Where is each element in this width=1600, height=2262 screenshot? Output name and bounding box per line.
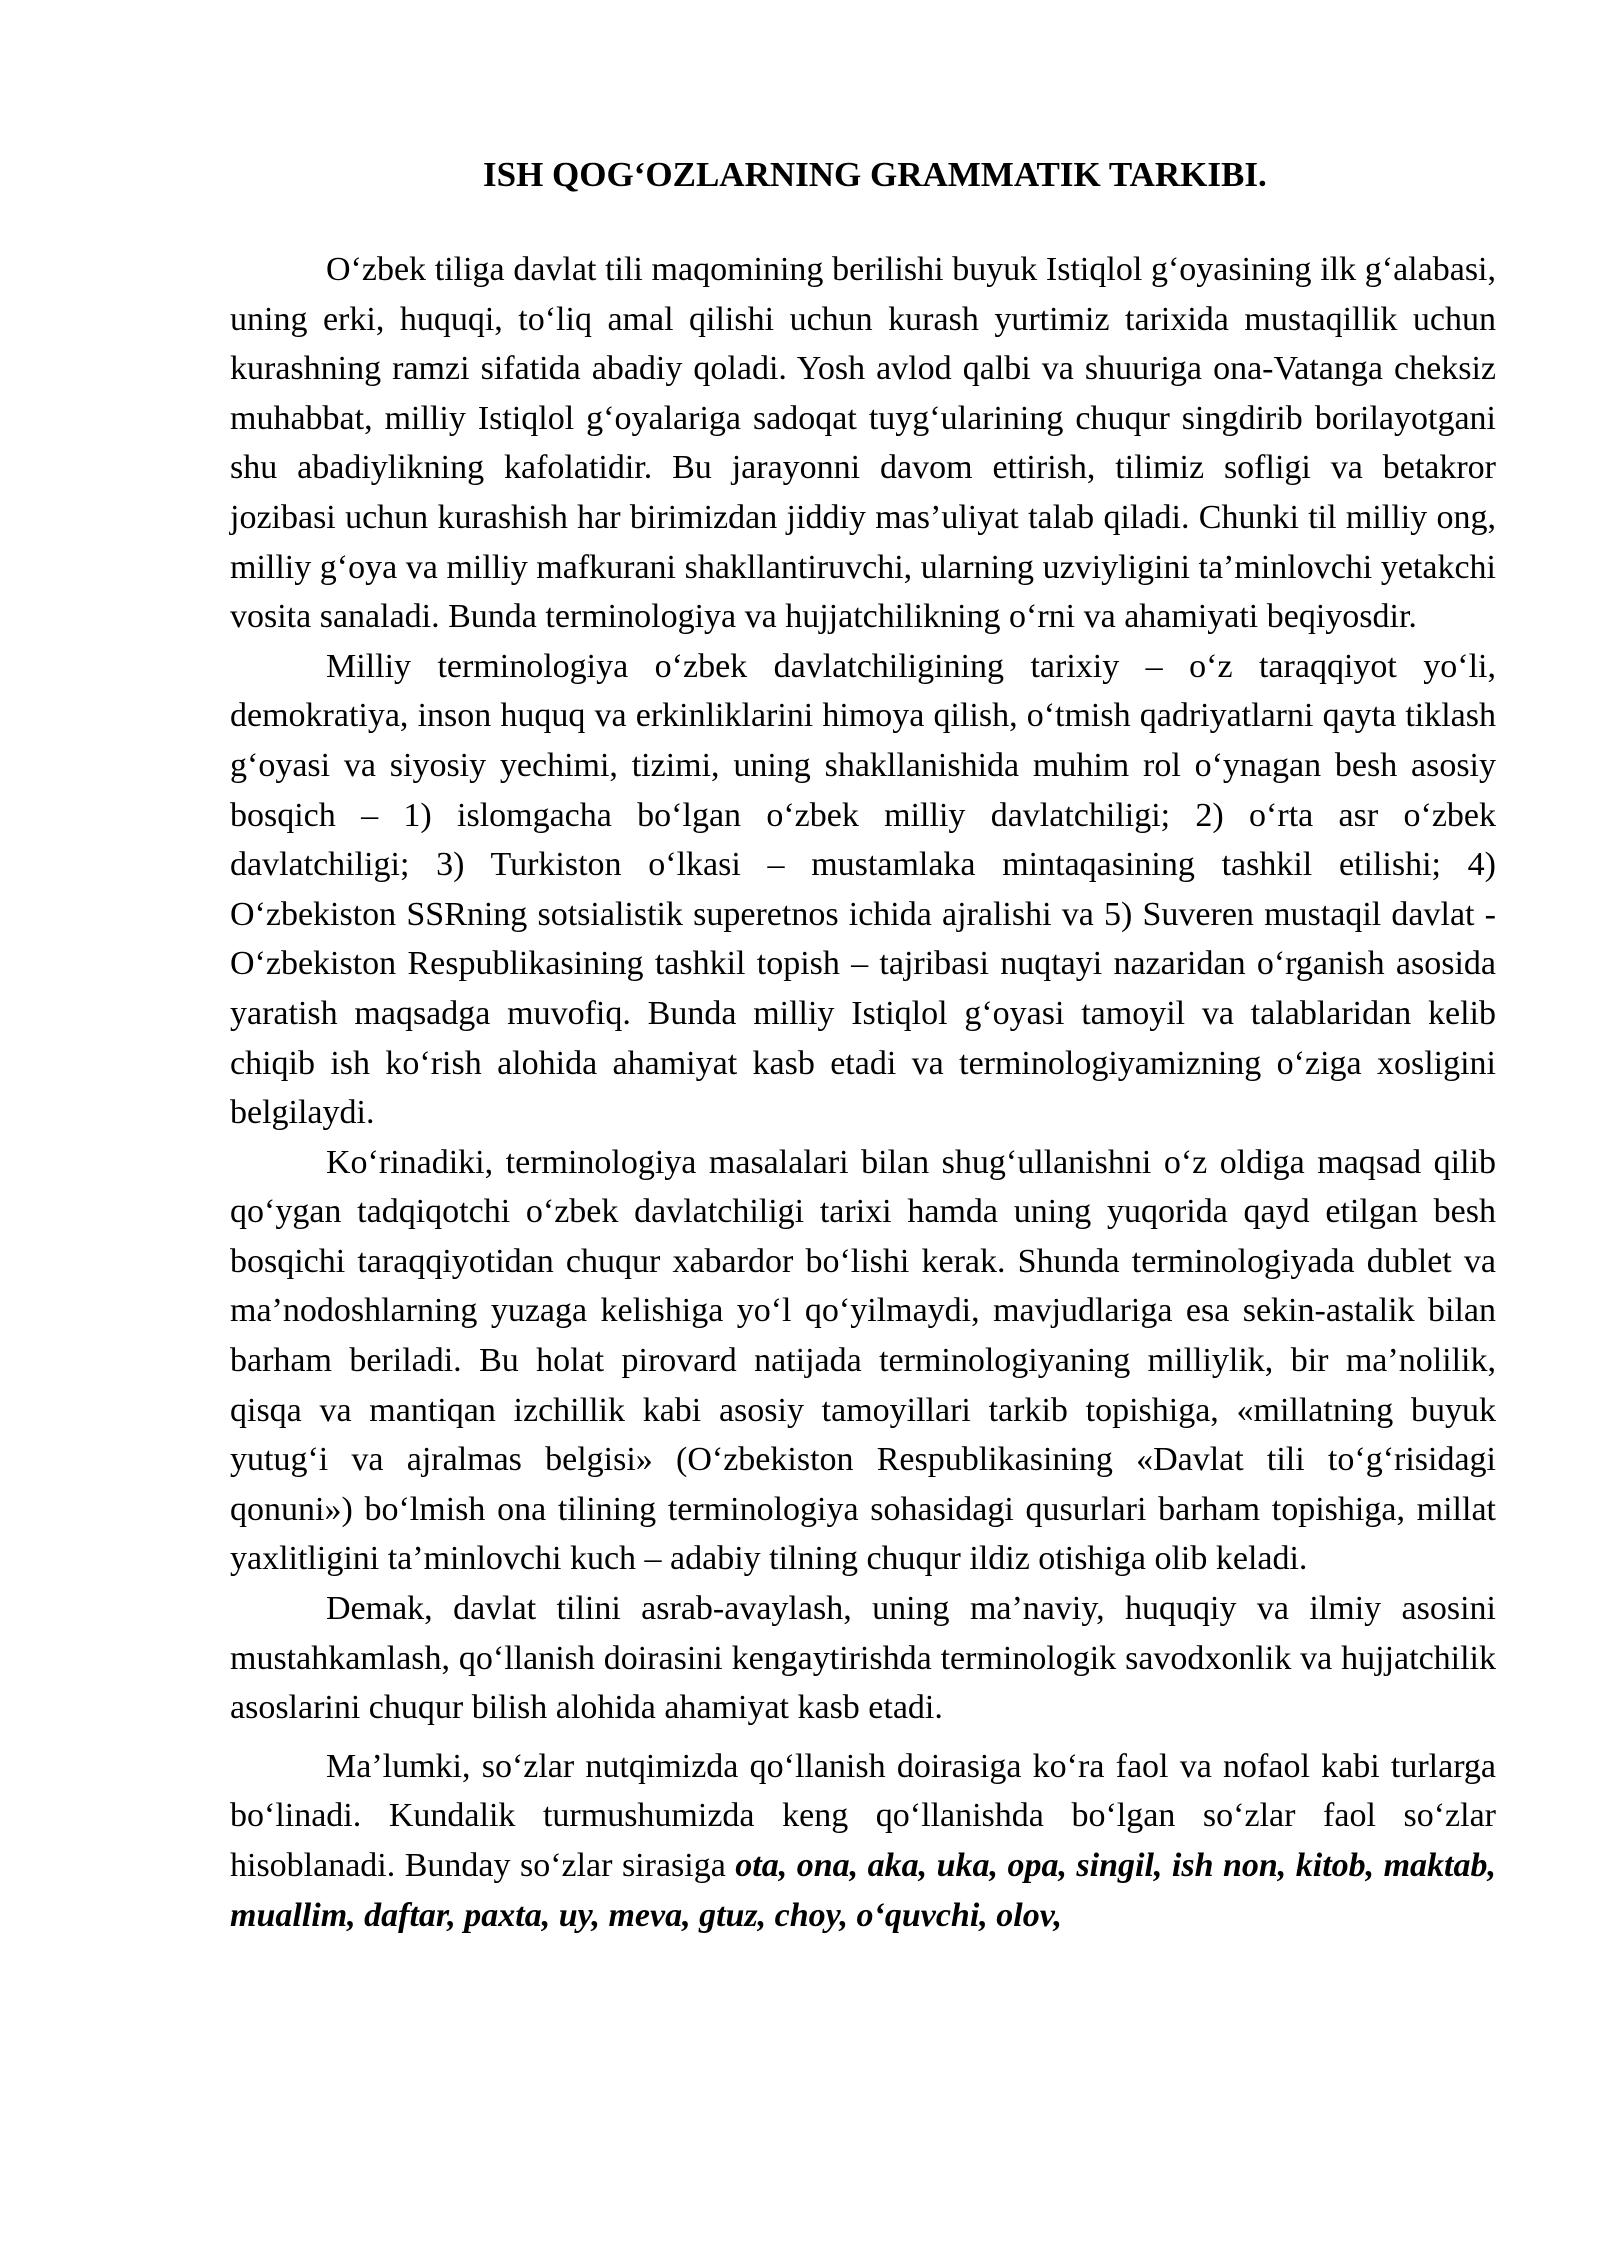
paragraph-2: Milliy terminologiya o‘zbek davlatchiligining tarixiy – o‘z taraqqiyot yo‘li, demokratiya, inson huquq va erkinliklarini himoya qilish, o‘tmish qadriyatlarni qayta tiklash g‘oyasi va siyosiy yechimi, tizimi, uning shakllanishida muhim rol o‘ynagan besh asosiy bosqich – 1) islomgacha bo‘lgan o‘zbek milliy davlatchiligi; 2) o‘rta asr o‘zbek davlatchiligi; 3) Turkiston o‘lkasi – mustamlaka mintaqasining tashkil etilishi; 4) O‘zbekiston SSRning sotsialistik superetnos ichida ajralishi va 5) Suveren mustaqil davlat - O‘zbekiston Respublikasining tashkil topish – tajribasi nuqtayi nazaridan o‘rganish asosida yaratish maqsadga muvofiq. Bunda milliy Istiqlol g‘oyasi tamoyil va talablaridan kelib chiqib ish ko‘rish alohida ahamiyat kasb etadi va terminologiyamizning o‘ziga xosligini belgilaydi. bbox=[230, 647, 1496, 1132]
paragraph-5-text: Ma’lumki, so‘zlar nutqimizda qo‘llanish doirasiga ko‘ra faol va nofaol kabi turlarga bo‘linadi. Kundalik turmushumizda keng qo‘llanishda bo‘lgan so‘zlar faol so‘zlar hisoblanadi. Bunday so‘zlar sirasiga bbox=[230, 1747, 1496, 1884]
paragraph-5 bbox=[230, 1742, 1496, 1940]
paragraph-1: O‘zbek tiliga davlat tili maqomining berilishi buyuk Istiqlol g‘oyasining ilk g‘alabasi, uning erki, huquqi, to‘liq amal qilishi uchun kurash yurtimiz tarixida mustaqillik uchun kurashning ramzi sifatida abadiy qoladi. Yosh avlod qalbi va shuuriga ona-Vatanga cheksiz muhabbat, milliy Istiqlol g‘oyalariga sadoqat tuyg‘ularining chuqur singdirib borilayotgani shu abadiylikning kafolatidir. Bu jarayonni davom ettirish, tilimiz sofligi va betakror jozibasi uchun kurashish har birimizdan jiddiy mas’uliyat talab qiladi. Chunki til milliy ong, milliy g‘oya va milliy mafkurani shakllantiruvchi, ularning uzviyligini ta’minlovchi yetakchi vosita sanaladi. Bunda terminologiya va hujjatchilikning o‘rni va ahamiyati beqiyosdir. bbox=[230, 251, 1496, 636]
paragraph-3: Ko‘rinadiki, terminologiya masalalari bilan shug‘ullanishni o‘z oldiga maqsad qilib qo‘ygan tadqiqotchi o‘zbek davlatchiligi tarixi hamda uning yuqorida qayd etilgan besh bosqichi taraqqiyotidan chuqur xabardor bo‘lishi kerak. Shunda terminologiyada dublet va ma’nodoshlarning yuzaga kelishiga yo‘l qo‘yilmaydi, mavjudlariga esa sekin-astalik bilan barham beriladi. Bu holat pirovard natijada terminologiyaning milliylik, bir ma’nolilik, qisqa va mantiqan izchillik kabi asosiy tamoyillari tarkib topishiga, «millatning buyuk yutug‘i va ajralmas belgisi» (O‘zbekiston Respublikasining «Davlat tili to‘g‘risidagi qonuni») bo‘lmish ona tilining terminologiya sohasidagi qusurlari barham topishiga, millat yaxlitligini ta’minlovchi kuch – adabiy tilning chuqur ildiz otishiga olib keladi. bbox=[230, 1143, 1496, 1578]
document-page bbox=[230, 150, 1496, 1940]
document-title: ISH QOG‘OZLARNING GRAMMATIK TARKIBI. bbox=[483, 155, 1267, 194]
paragraph-5-emphasis: ota, ona, aka, uka, opa, singil, ish non, kitob, maktab, muallim, daftar, paxta, uy, meva, gtuz, choy, o‘quvchi, olov, bbox=[230, 1847, 1497, 1934]
paragraph-4: Demak, davlat tilini asrab-avaylash, uning ma’naviy, huquqiy va ilmiy asosini mustahkamlash, qo‘llanish doirasini kengaytirishda terminologik savodxonlik va hujjatchilik asoslarini chuqur bilish alohida ahamiyat kasb etadi. bbox=[230, 1590, 1496, 1727]
